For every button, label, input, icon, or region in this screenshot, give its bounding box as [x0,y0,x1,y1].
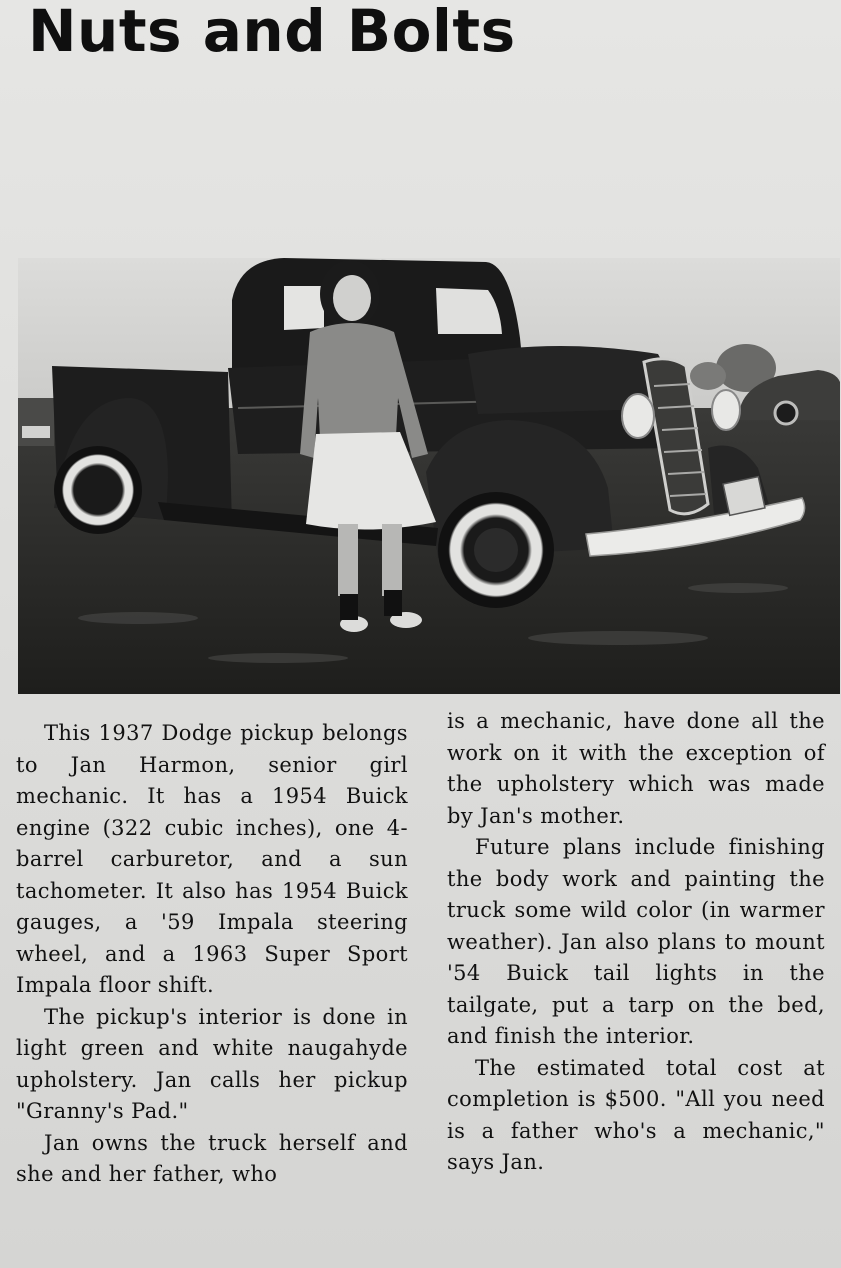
article-paragraph: The pickup's interior is done in light green and white naugahyde upholstery. Jan calls her pickup "Granny's Pad." [16,1004,408,1123]
article-title: Nuts and Bolts [28,0,516,65]
truck-photo-illustration [18,258,840,694]
article-paragraph: is a mechanic, have done all the work on it with the exception of the upholstery which was made by Jan's mother. [447,709,825,828]
tree [690,362,726,390]
article-paragraph: Future plans include finishing the body work and painting the truck some wild color (in warmer weather). Jan also plans to mount '54 Buick tail lights in the tailgate, put a tarp on the bed, and finish the interior. [447,835,825,1048]
background-car-wheel [775,402,797,424]
headlight-right [712,390,740,430]
left-car-bumper [22,426,50,438]
article-column-left [16,718,408,1191]
leg-right [382,524,402,596]
left-car-edge [18,398,54,446]
cab-window-rear [284,286,324,330]
article-paragraph: This 1937 Dodge pickup belongs to Jan Harmon, senior girl mechanic. It has a 1954 Buick engine (322 cubic inches), one 4-barrel carburetor, and a sun tachometer. It also has 1954 Buick gauges, a '59 Impala steering wheel, and a 1963 Super Sport Impala floor shift. [16,721,408,997]
sock-right [384,590,402,616]
article-paragraph: Jan owns the truck herself and she and her father, who [16,1130,408,1186]
article-paragraph: The estimated total cost at completion is $500. "All you need is a father who's a mechanic," says Jan. [447,1055,825,1174]
sock-left [340,594,358,620]
headlight-left [622,394,654,438]
truck-photo [18,258,840,694]
leg-left [338,524,358,596]
article-column-right [447,706,825,1179]
front-hubcap [474,528,518,572]
license-plate [723,477,765,516]
face [333,275,371,321]
rear-wheel [54,446,142,534]
